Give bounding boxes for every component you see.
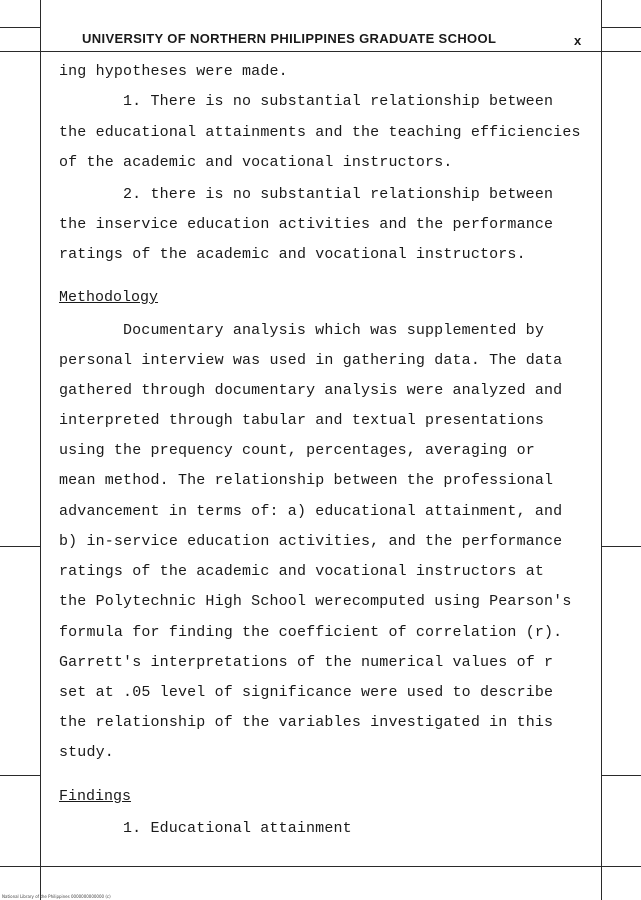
hypothesis-2-line-3: ratings of the academic and vocational instructors. <box>59 246 526 263</box>
methodology-line-3: gathered through documentary analysis were analyzed and <box>59 382 563 399</box>
library-stamp: National Library of the Philippines 0000000000000 (c) <box>2 894 111 899</box>
right-margin-rule <box>601 0 602 900</box>
page-header-title: UNIVERSITY OF NORTHERN PHILIPPINES GRADUATE SCHOOL <box>82 31 497 46</box>
findings-heading: Findings <box>59 788 132 805</box>
left-edge-mark-middle <box>0 546 40 547</box>
header-rule <box>0 51 641 52</box>
methodology-line-10: the Polytechnic High School werecomputed using Pearson's <box>59 593 572 610</box>
methodology-line-11: formula for finding the coefficient of correlation (r). <box>59 624 563 641</box>
hypothesis-1-line-3: of the academic and vocational instructors. <box>59 154 453 171</box>
right-edge-mark-middle <box>601 546 641 547</box>
left-margin-rule <box>40 0 41 900</box>
right-edge-mark-top <box>601 27 641 28</box>
methodology-line-4: interpreted through tabular and textual presentations <box>59 412 545 429</box>
methodology-line-6: mean method. The relationship between the professional <box>59 472 554 489</box>
page-header-mark: x <box>574 33 582 48</box>
methodology-line-13: set at .05 level of significance were used to describe <box>59 684 554 701</box>
methodology-line-15: study. <box>59 744 114 761</box>
methodology-line-12: Garrett's interpretations of the numerical values of r <box>59 654 554 671</box>
left-edge-mark-top <box>0 27 40 28</box>
methodology-line-2: personal interview was used in gathering data. The data <box>59 352 563 369</box>
methodology-line-7: advancement in terms of: a) educational attainment, and <box>59 503 563 520</box>
hypothesis-1-line-1: 1. There is no substantial relationship between <box>123 93 554 110</box>
left-edge-mark-bottom <box>0 775 40 776</box>
methodology-line-1: Documentary analysis which was supplemented by <box>123 322 544 339</box>
hypothesis-2-line-2: the inservice education activities and the performance <box>59 216 554 233</box>
methodology-line-5: using the prequency count, percentages, averaging or <box>59 442 535 459</box>
right-edge-mark-bottom <box>601 775 641 776</box>
methodology-heading: Methodology <box>59 289 159 306</box>
methodology-line-9: ratings of the academic and vocational instructors at <box>59 563 545 580</box>
footer-rule <box>0 866 641 867</box>
methodology-line-14: the relationship of the variables investigated in this <box>59 714 554 731</box>
hypothesis-2-line-1: 2. there is no substantial relationship between <box>123 186 554 203</box>
hypothesis-1-line-2: the educational attainments and the teaching efficiencies <box>59 124 581 141</box>
methodology-line-8: b) in-service education activities, and the performance <box>59 533 563 550</box>
findings-item-1: 1. Educational attainment <box>123 820 352 837</box>
intro-line: ing hypotheses were made. <box>59 63 288 80</box>
